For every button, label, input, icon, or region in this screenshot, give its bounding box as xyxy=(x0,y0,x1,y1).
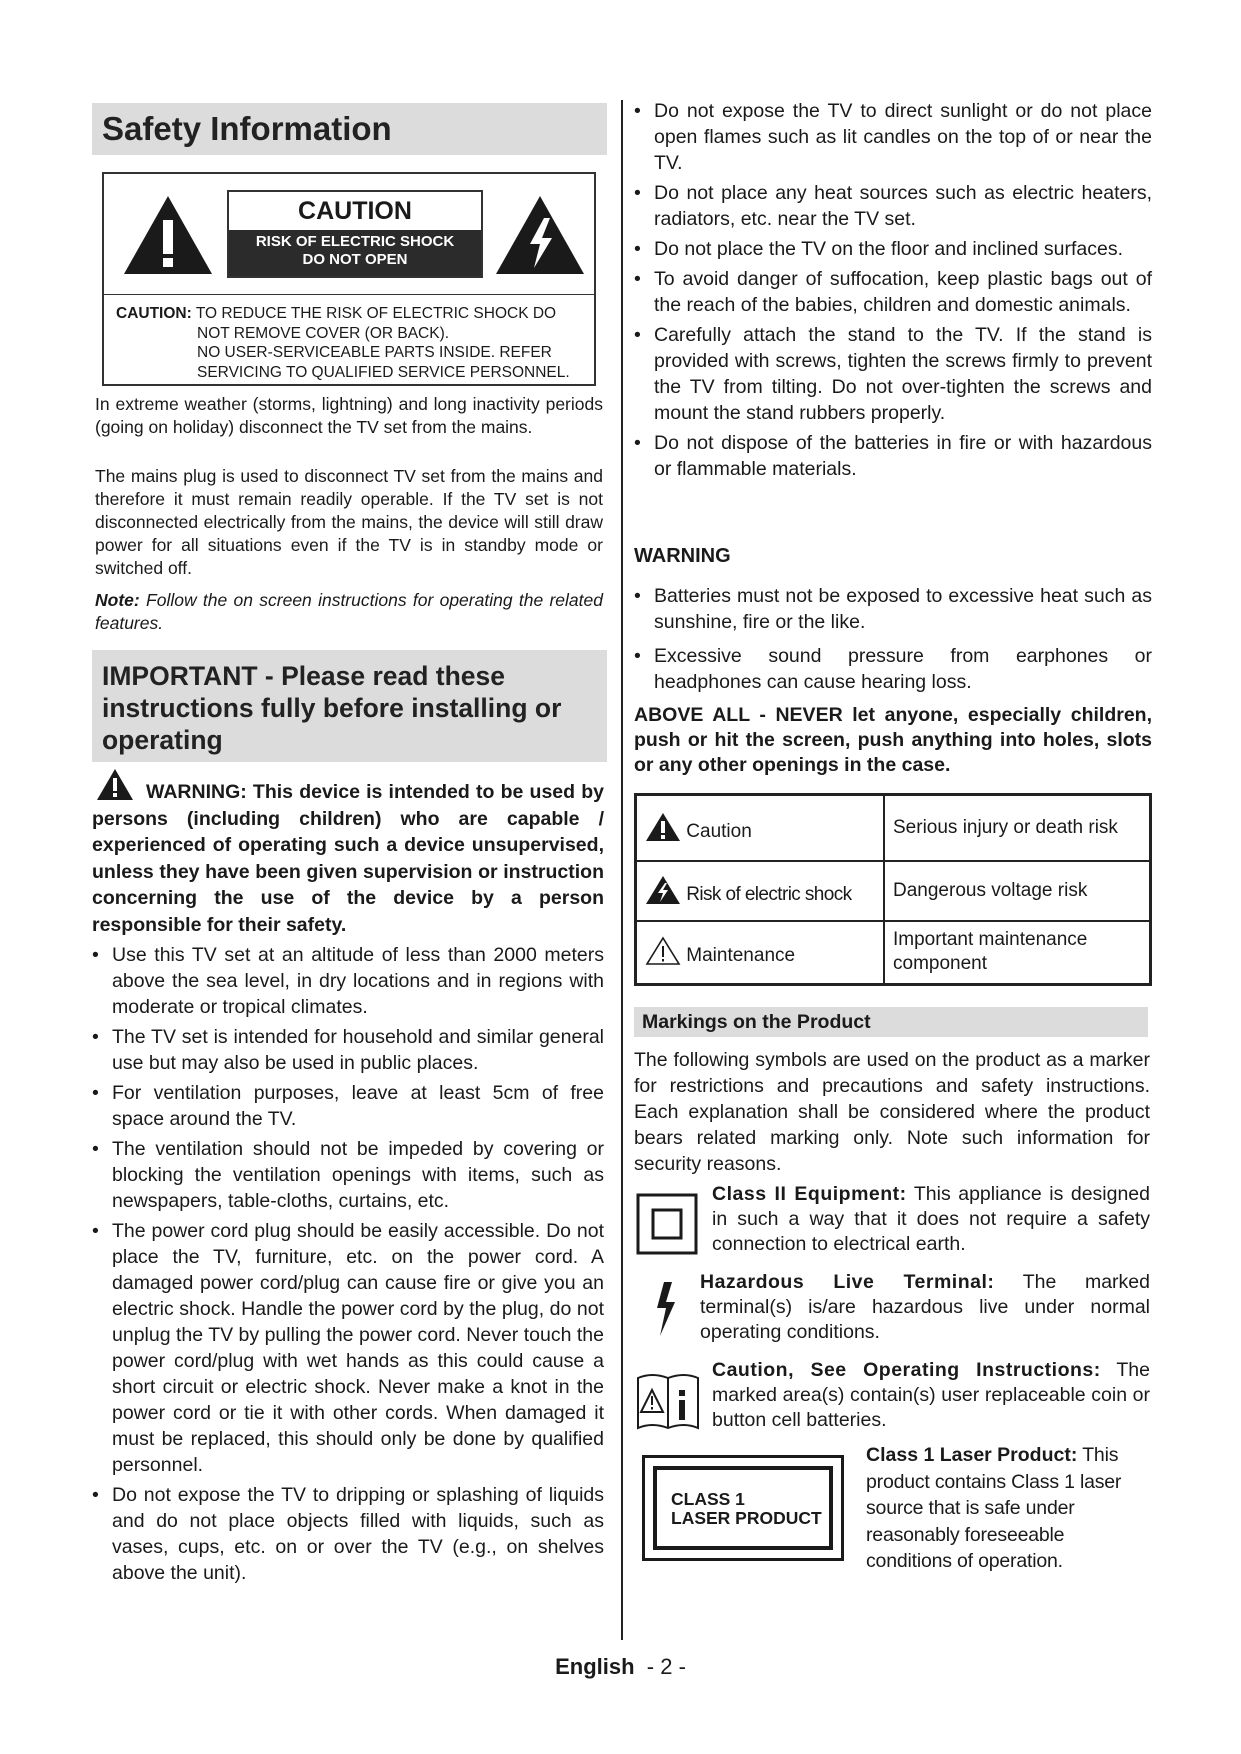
column-divider xyxy=(621,100,623,1640)
note-text: Follow the on screen instructions for operating the related features. xyxy=(95,590,603,633)
warning-heading: WARNING xyxy=(634,545,731,567)
symbol-label: Maintenance xyxy=(686,945,796,967)
page-title: Safety Information xyxy=(102,110,392,147)
right-bullet-list-2 xyxy=(634,583,1152,699)
caution-line-3: NO USER-SERVICEABLE PARTS INSIDE. REFER xyxy=(197,344,552,361)
laser-title: Class 1 Laser Product: xyxy=(866,1444,1078,1466)
class-ii-text xyxy=(712,1182,1150,1257)
left-bullet-list xyxy=(92,942,604,1590)
caution-triangle-icon xyxy=(645,812,681,842)
list-item: • For ventilation purposes, leave at least 5cm of free space around the TV. xyxy=(92,1080,604,1132)
safety-title-box xyxy=(92,103,607,155)
list-item: • Do not expose the TV to dripping or splashing of liquids and do not place objects filled with liquids, such as vases, cups, etc. on or over the TV (e.g., on shelves above the unit). xyxy=(92,1482,604,1586)
hazardous-title: Hazardous Live Terminal: xyxy=(700,1271,995,1293)
table-row xyxy=(636,795,1151,861)
footer-page-number: - 2 - xyxy=(646,1654,686,1679)
caution-label-box xyxy=(102,172,596,386)
laser-label-line-2: LASER PRODUCT xyxy=(671,1508,822,1528)
hazardous-desc: The marked terminal(s) is/are hazardous live under normal operating conditions. xyxy=(700,1271,1150,1343)
important-title: IMPORTANT - Please read these instructions fully before installing or operating xyxy=(102,661,562,755)
list-item: • Use this TV set at an altitude of less than 2000 meters above the sea level, in dry locations and in regions with moderate or tropical climates. xyxy=(92,942,604,1020)
symbol-label: Caution xyxy=(686,820,752,842)
list-item: • Carefully attach the stand to the TV. If the stand is provided with screws, tighten the screws firmly to prevent the TV from tilting. Do not over-tighten the screws and mount the stand rubbers properly. xyxy=(634,322,1152,426)
caution-line-1: TO REDUCE THE RISK OF ELECTRIC SHOCK DO xyxy=(195,305,557,322)
symbol-cell xyxy=(636,795,885,861)
laser-label-icon xyxy=(642,1455,844,1561)
operating-instructions-desc: The marked area(s) contain(s) user replaceable coin or button cell batteries. xyxy=(712,1359,1150,1431)
table-row xyxy=(636,861,1151,921)
caution-badge xyxy=(227,190,483,278)
class-ii-title: Class II Equipment: xyxy=(712,1183,907,1205)
symbol-label: Risk of electric shock xyxy=(686,883,852,905)
electric-shock-icon xyxy=(494,194,586,276)
meaning-cell: Important maintenance component xyxy=(884,921,1151,985)
electric-shock-triangle-icon xyxy=(645,875,681,905)
list-item: • Excessive sound pressure from earphones or headphones can cause hearing loss. xyxy=(634,643,1152,695)
symbol-cell xyxy=(636,921,885,985)
laser-label-line-1: CLASS 1 xyxy=(671,1489,745,1509)
markings-heading: Markings on the Product xyxy=(634,1007,1148,1037)
laser-text xyxy=(866,1442,1150,1575)
caution-sub1: RISK OF ELECTRIC SHOCK xyxy=(255,233,455,250)
symbol-cell xyxy=(636,861,885,921)
caution-subtext xyxy=(229,230,481,276)
above-all-paragraph: ABOVE ALL - NEVER let anyone, especially children, push or hit the screen, push anything into holes, slots or any other openings in the case. xyxy=(634,704,1152,776)
caution-heading: CAUTION xyxy=(298,197,412,225)
list-item: • Batteries must not be exposed to excessive heat such as sunshine, fire or the like. xyxy=(634,583,1152,635)
class-ii-desc: This appliance is designed in such a way that it does not require a safety connection to electrical earth. xyxy=(712,1183,1150,1255)
list-item: • The ventilation should not be impeded by covering or blocking the ventilation openings with items, such as newspapers, table-cloths, curtains, etc. xyxy=(92,1136,604,1214)
list-item: • To avoid danger of suffocation, keep plastic bags out of the reach of the babies, children and domestic animals. xyxy=(634,266,1152,318)
caution-text-label: CAUTION: xyxy=(116,305,192,322)
list-item: • The TV set is intended for household and similar general use but may also be used in public places. xyxy=(92,1024,604,1076)
operating-instructions-text xyxy=(712,1358,1150,1433)
list-item: • Do not dispose of the batteries in fire or with hazardous or flammable materials. xyxy=(634,430,1152,482)
caution-divider xyxy=(104,294,594,295)
warning-triangle-icon xyxy=(122,194,214,276)
important-title-box xyxy=(92,650,607,762)
markings-intro: The following symbols are used on the product as a marker for restrictions and precautions and safety instructions. Each explanation shall be considered where the product bears related marking only. Note such information for security reasons. xyxy=(634,1049,1150,1175)
maintenance-triangle-icon xyxy=(645,936,681,966)
caution-sub2: DO NOT OPEN xyxy=(302,251,408,268)
caution-line-4: SERVICING TO QUALIFIED SERVICE PERSONNEL. xyxy=(197,363,570,381)
list-item: • Do not expose the TV to direct sunlight or do not place open flames such as lit candles on the top of or near the TV. xyxy=(634,98,1152,176)
warning-paragraph xyxy=(92,779,604,938)
meaning-cell: Serious injury or death risk xyxy=(884,795,1151,861)
mains-plug-paragraph: The mains plug is used to disconnect TV set from the mains and therefore it must remain readily operable. If the TV set is not disconnected electrically from the mains, the device will still draw power for all situations even if the TV is in standby mode or switched off. xyxy=(95,466,603,578)
operating-instructions-icon xyxy=(634,1370,702,1434)
warning-text: WARNING: This device is intended to be used by persons (including children) who are capable / experienced of operating such a device unsupervised, unless they have been given supervision or instruction concerning the use of the device by a person responsible for their safety. xyxy=(92,781,604,936)
list-item: • The power cord plug should be easily accessible. Do not place the TV, furniture, etc. on the power cord. A damaged power cord/plug can cause fire or give you an electric shock. Handle the power cord by the plug, do not unplug the TV by pulling the power cord. Never touch the power cord/plug with wet hands as this could cause a short circuit or electric shock. Never make a knot in the power cord or tie it with other cords. When damaged it must be replaced, this should only be done by qualified personnel. xyxy=(92,1218,604,1478)
laser-desc: This product contains Class 1 laser source that is safe under reasonably foreseeable conditions of operation. xyxy=(866,1444,1122,1572)
list-item: • Do not place the TV on the floor and inclined surfaces. xyxy=(634,236,1152,262)
note-paragraph xyxy=(95,589,603,635)
meaning-cell: Dangerous voltage risk xyxy=(884,861,1151,921)
class-ii-icon xyxy=(636,1193,698,1255)
caution-instructions xyxy=(116,304,570,382)
list-item: • Do not place any heat sources such as electric heaters, radiators, etc. near the TV set. xyxy=(634,180,1152,232)
hazardous-live-icon xyxy=(654,1282,678,1336)
page-footer xyxy=(0,1654,1241,1680)
caution-line-2: NOT REMOVE COVER (OR BACK). xyxy=(197,324,450,342)
weather-paragraph: In extreme weather (storms, lightning) and long inactivity periods (going on holiday) disconnect the TV set from the mains. xyxy=(95,394,603,437)
right-bullet-list-1 xyxy=(634,98,1152,486)
footer-language: English xyxy=(555,1654,635,1679)
symbols-table xyxy=(634,793,1152,986)
hazardous-text xyxy=(700,1270,1150,1345)
note-label: Note: xyxy=(95,590,140,610)
operating-instructions-title: Caution, See Operating Instructions: xyxy=(712,1359,1101,1381)
table-row xyxy=(636,921,1151,985)
